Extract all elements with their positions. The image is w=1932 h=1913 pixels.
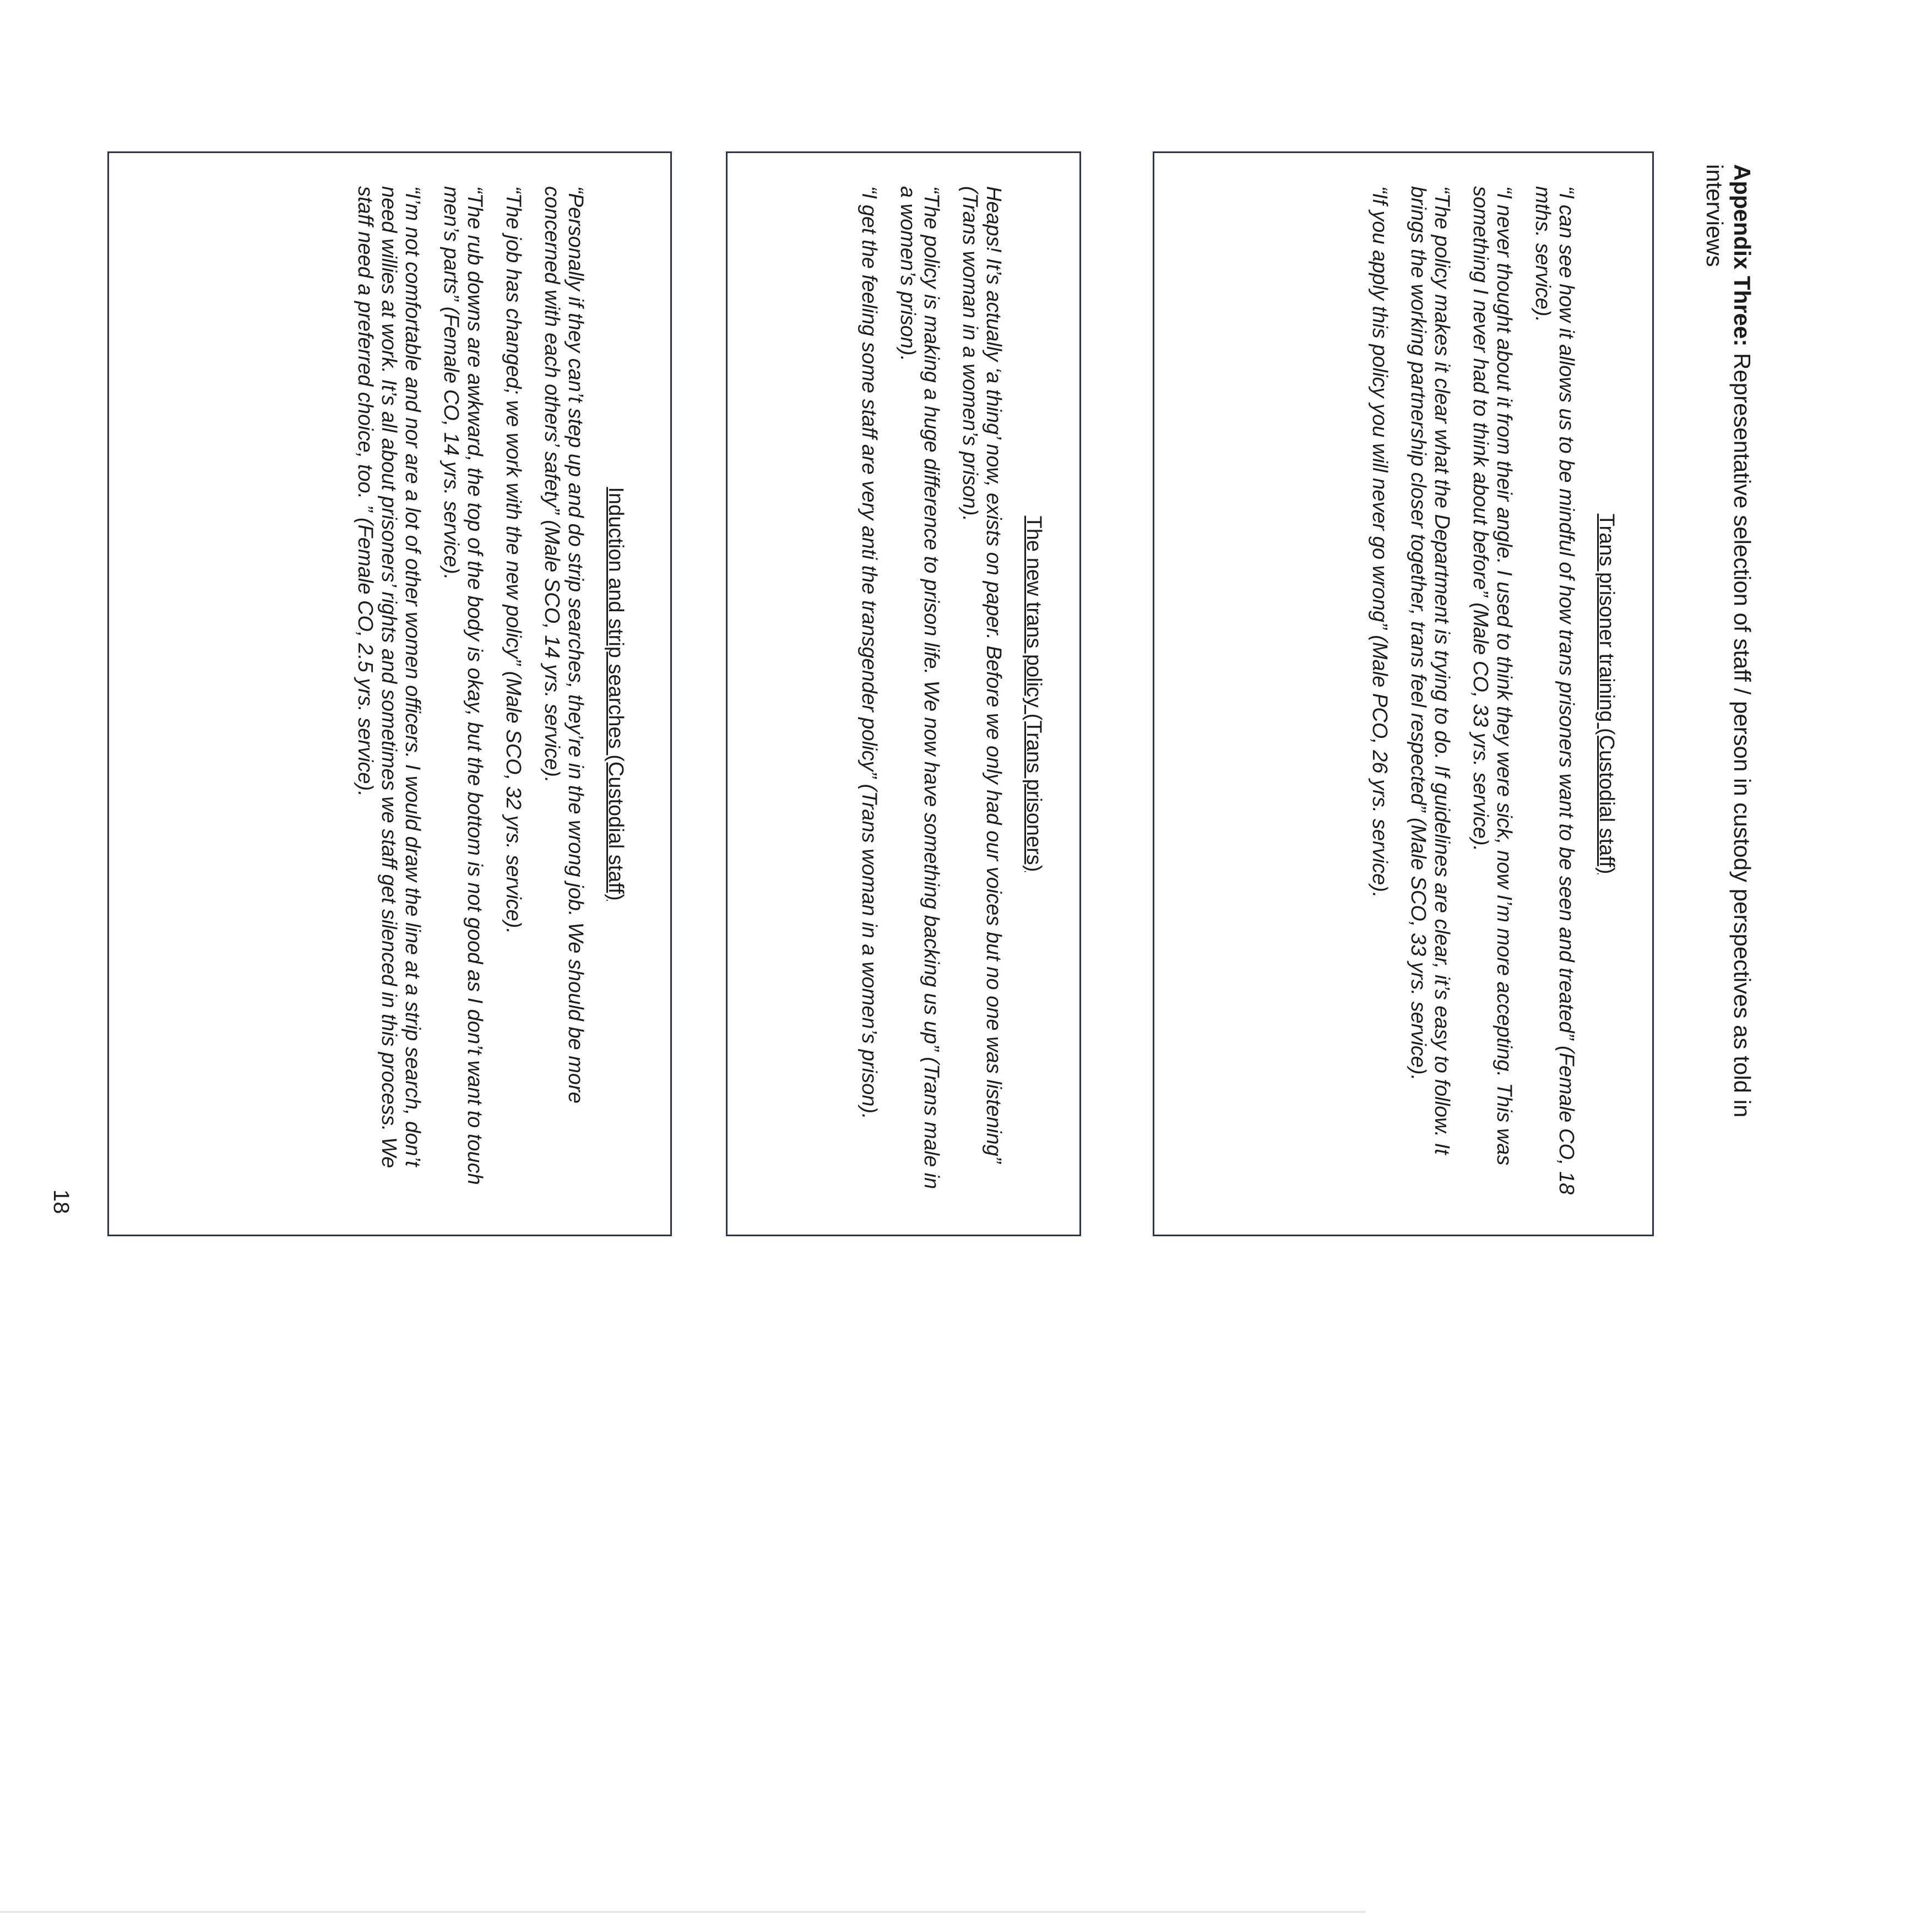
quote: “The policy is making a huge difference to prison life. We now have something backing us up” (Trans male in a women’s prison). [896, 186, 943, 1189]
quote: “I’m not comfortable and nor are a lot of other women officers. I would draw the line at a strip search, don’t need willies at work. It’s all about prisoners’ rights and sometimes we staff get silenced in this process. We staff need a preferred choice, too. ” (Female CO, 2.5 yrs. service). [354, 186, 424, 1169]
section-title: Trans prisoner training (Custodial staff) [1595, 513, 1618, 874]
quote: “I can see how it allows us to be mindful of how trans prisoners want to be seen and treated” (Female CO, 18 mths. service). [1531, 186, 1578, 1195]
appendix-heading [1701, 164, 1756, 1188]
appendix-heading-label: Appendix Three: [1729, 164, 1755, 347]
quote: “Personally if they can’t step up and do strip searches, they’re in the wrong job. We should be more concerned with each others’ safety” (Male SCO, 14 yrs. service). [540, 186, 587, 1104]
quote: “I get the feeling some staff are very anti the transgender policy” (Trans woman in a women’s prison). [858, 186, 881, 1119]
quote: “The policy makes it clear what the Department is trying to do. If guidelines are clear, it’s easy to follow. It brings the working partnership closer together, trans feel respected” (Male SCO, 33 yrs. service). [1407, 186, 1453, 1155]
appendix-heading-text: Representative selection of staff / person in custody perspectives as told in interviews [1702, 164, 1755, 1118]
scan-edge-line [0, 1911, 1366, 1913]
section-title: Induction and strip searches (Custodial staff) [604, 487, 627, 901]
page-number: 18 [49, 1189, 73, 1214]
quote: “If you apply this policy you will never go wrong” (Male PCO, 26 yrs. service). [1368, 186, 1391, 898]
section-trans-prisoner-training [1153, 151, 1654, 1236]
section-induction-strip-searches [107, 151, 672, 1236]
quote: “The rub downs are awkward, the top of the body is okay, but the bottom is not good as I don’t want to touch men’s parts” (Female CO, 14 yrs. service). [439, 186, 486, 1185]
section-new-trans-policy [726, 151, 1081, 1236]
quote: “I never thought about it from their angle. I used to think they were sick, now I’m more accepting. This was something I never had to think about before” (Male CO, 33 yrs. service). [1469, 186, 1516, 1166]
quote: “The job has changed; we work with the new policy” (Male SCO, 32 yrs. service). [502, 186, 525, 934]
section-title: The new trans policy (Trans prisoners) [1022, 515, 1045, 872]
quote: Heaps! It’s actually ‘a thing’ now, exists on paper. Before we only had our voices but no one was listening” (Trans woman in a women’s prison). [958, 186, 1005, 1164]
